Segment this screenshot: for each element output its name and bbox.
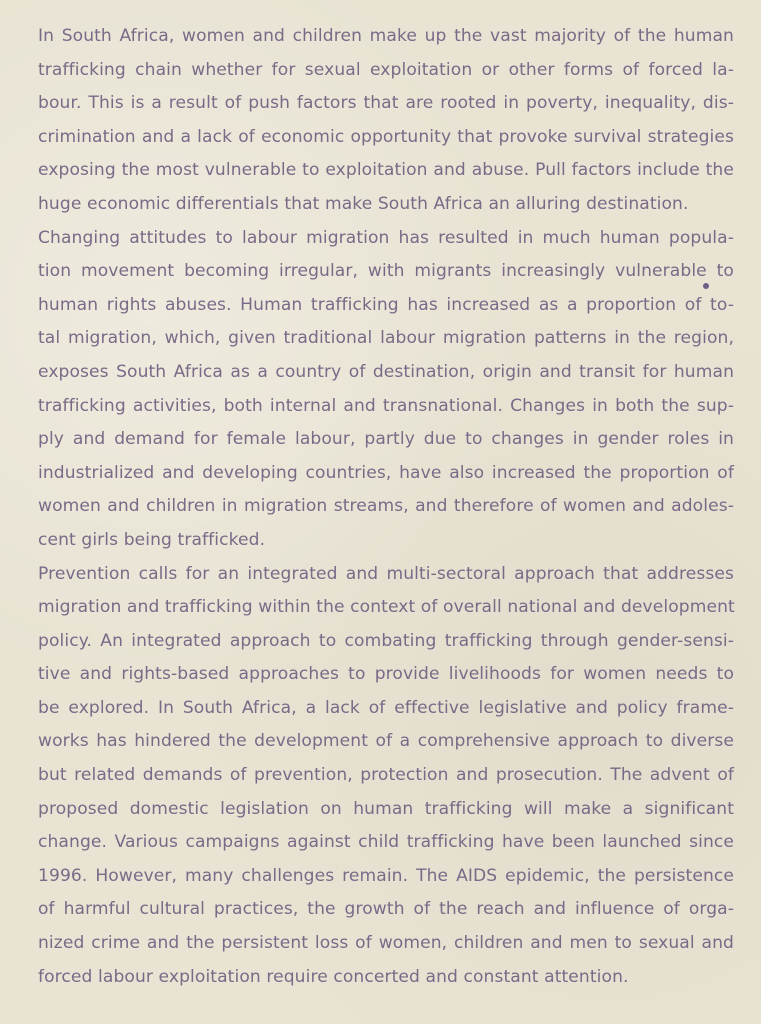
text-line: but related demands of prevention, protection and prosecution. The advent of (38, 765, 734, 786)
text-line: works has hindered the development of a comprehensive approach to diverse (38, 731, 734, 752)
text-line: trafficking activities, both internal and transnational. Changes in both the sup- (38, 395, 734, 416)
text-line: tion movement becoming irregular, with migrants increasingly vulnerable to (38, 261, 734, 282)
text-line: exposes South Africa as a country of destination, origin and transit for human (38, 361, 734, 382)
paragraph-2 (38, 222, 734, 558)
paragraph-3 (38, 558, 734, 995)
text-line: 1996. However, many challenges remain. The AIDS epidemic, the persistence (38, 865, 734, 886)
text-line: Prevention calls for an integrated and multi-sectoral approach that addresses (38, 563, 734, 584)
text-line: huge economic differentials that make South Africa an alluring destination. (38, 193, 689, 214)
text-line: tive and rights-based approaches to provide livelihoods for women needs to (38, 664, 734, 685)
document-body (38, 20, 734, 994)
text-line: cent girls being trafficked. (38, 529, 266, 550)
text-line: be explored. In South Africa, a lack of effective legislative and policy frame- (38, 697, 734, 718)
text-line: In South Africa, women and children make up the vast majority of the human (38, 26, 734, 46)
ink-speck (703, 283, 709, 289)
text-line: policy. An integrated approach to combating trafficking through gender-sensi- (38, 630, 734, 651)
text-line: bour. This is a result of push factors that are rooted in poverty, inequality, dis- (38, 93, 734, 114)
text-line: nized crime and the persistent loss of women, children and men to sexual and (38, 933, 734, 954)
text-line: exposing the most vulnerable to exploitation and abuse. Pull factors include the (38, 160, 734, 181)
text-line: crimination and a lack of economic opportunity that provoke survival strategies (38, 126, 734, 147)
text-line: proposed domestic legislation on human trafficking will make a significant (38, 798, 734, 819)
paragraph-1 (38, 20, 734, 222)
text-line: of harmful cultural practices, the growth of the reach and influence of orga- (38, 899, 734, 920)
text-line: ply and demand for female labour, partly due to changes in gender roles in (38, 429, 734, 450)
text-line: women and children in migration streams, and therefore of women and adoles- (38, 496, 734, 517)
text-line: tal migration, which, given traditional labour migration patterns in the region, (38, 328, 734, 349)
text-line: trafficking chain whether for sexual exploitation or other forms of forced la- (38, 59, 734, 80)
text-line: industrialized and developing countries, have also increased the proportion of (38, 462, 734, 483)
text-line: human rights abuses. Human trafficking has increased as a proportion of to- (38, 294, 734, 315)
text-line: change. Various campaigns against child trafficking have been launched since (38, 832, 734, 853)
text-line: migration and trafficking within the context of overall national and development (38, 597, 735, 618)
text-line: forced labour exploitation require concerted and constant attention. (38, 966, 629, 987)
text-line: Changing attitudes to labour migration has resulted in much human popula- (38, 227, 734, 248)
